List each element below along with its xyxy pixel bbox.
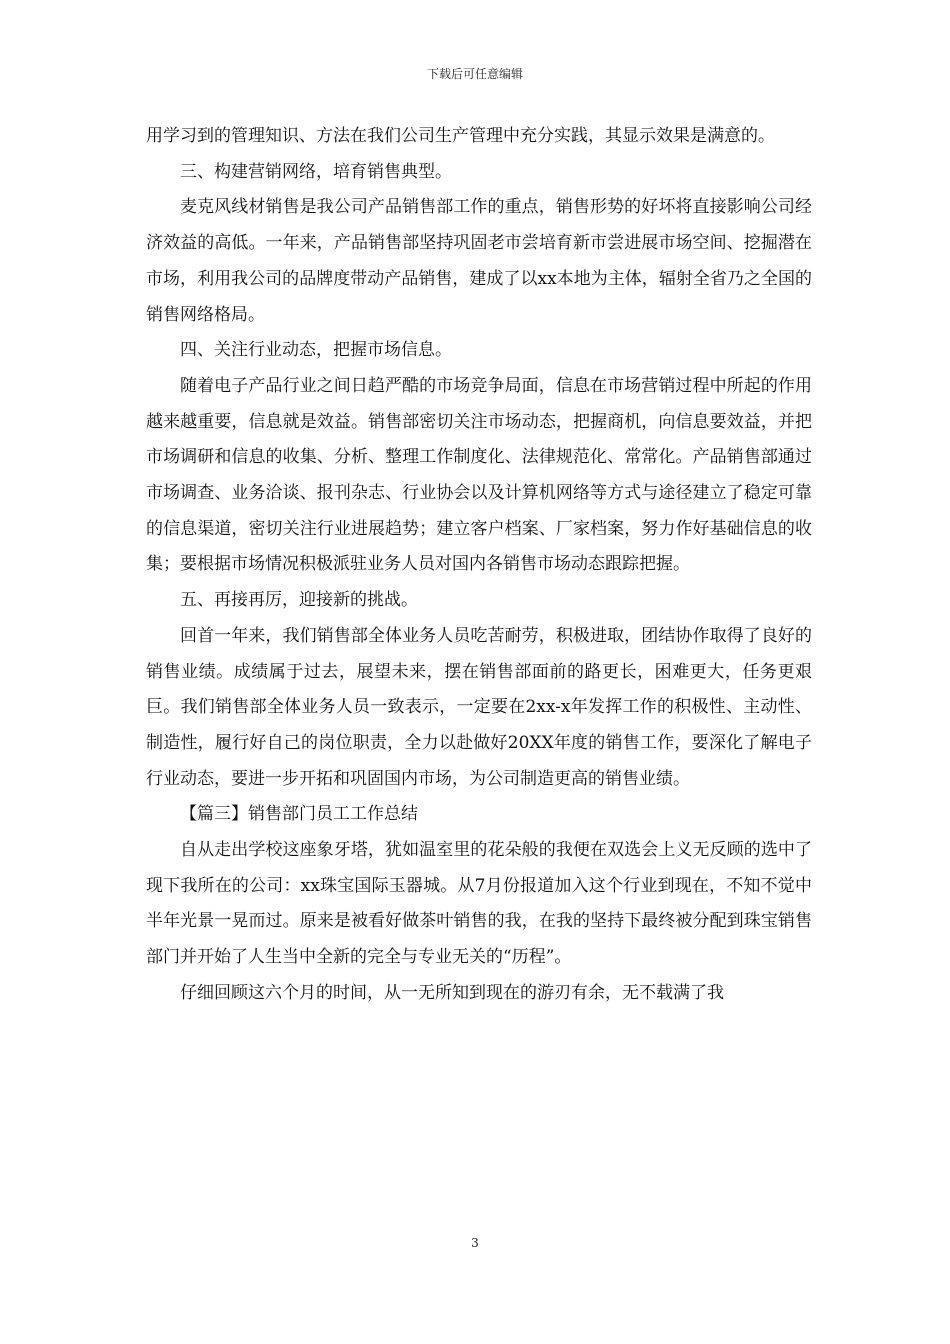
paragraph: 回首一年来，我们销售部全体业务人员吃苦耐劳，积极进取，团结协作取得了良好的销售业绩。成绩属于过去，展望未来，摆在销售部面前的路更长，困难更大，任务更艰巨。我们销售部全体业务人员一致表示，一定要在2xx-x年发挥工作的积极性、主动性、制造性，履行好自己的岗位职责，全力以赴做好20XX年度的销售工作，要深化了解电子行业动态，要进一步开拓和巩固国内市场，为公司制造更高的销售业绩。 — [146, 625, 812, 789]
document-body — [146, 119, 812, 1012]
paragraph: 麦克风线材销售是我公司产品销售部工作的重点，销售形势的好坏将直接影响公司经济效益的高低。一年来，产品销售部坚持巩固老市尝培育新市尝进展市场空间、挖掘潜在市场，利用我公司的品牌度带动产品销售，建成了以xx本地为主体，辐射全省乃之全国的销售网络格局。 — [146, 197, 812, 325]
paragraph: 随着电子产品行业之间日趋严酷的市场竞争局面，信息在市场营销过程中所起的作用越来越重要，信息就是效益。销售部密切关注市场动态，把握商机，向信息要效益，并把市场调研和信息的收集、分析、整理工作制度化、法律规范化、常常化。产品销售部通过市场调查、业务洽谈、报刊杂志、行业协会以及计算机网络等方式与途径建立了稳定可靠的信息渠道，密切关注行业进展趋势；建立客户档案、厂家档案，努力作好基础信息的收集；要根据市场情况积极派驻业务人员对国内各销售市场动态跟踪把握。 — [146, 375, 812, 575]
section-heading-5: 五、再接再厉，迎接新的挑战。 — [180, 590, 418, 611]
paragraph: 用学习到的管理知识、方法在我们公司生产管理中充分实践，其显示效果是满意的。 — [146, 126, 775, 146]
paragraph: 仔细回顾这六个月的时间，从一无所知到现在的游刃有余，无不载满了我 — [180, 982, 724, 1003]
page-number: 3 — [471, 1236, 479, 1250]
section-heading-4: 四、关注行业动态，把握市场信息。 — [180, 340, 452, 361]
page-header: 下载后可任意编辑 — [426, 67, 523, 81]
article-heading: 【篇三】销售部门员工工作总结 — [180, 804, 418, 825]
paragraph: 自从走出学校这座象牙塔，犹如温室里的花朵般的我便在双选会上义无反顾的选中了现下我所在的公司：xx珠宝国际玉器城。从7月份报道加入这个行业到现在，不知不觉中半年光景一晃而过。原来是被看好做茶叶销售的我，在我的坚持下最终被分配到珠宝销售部门并开始了人生当中全新的完全与专业无关的“历程”。 — [146, 840, 812, 968]
section-heading-3: 三、构建营销网络，培育销售典型。 — [180, 161, 452, 182]
